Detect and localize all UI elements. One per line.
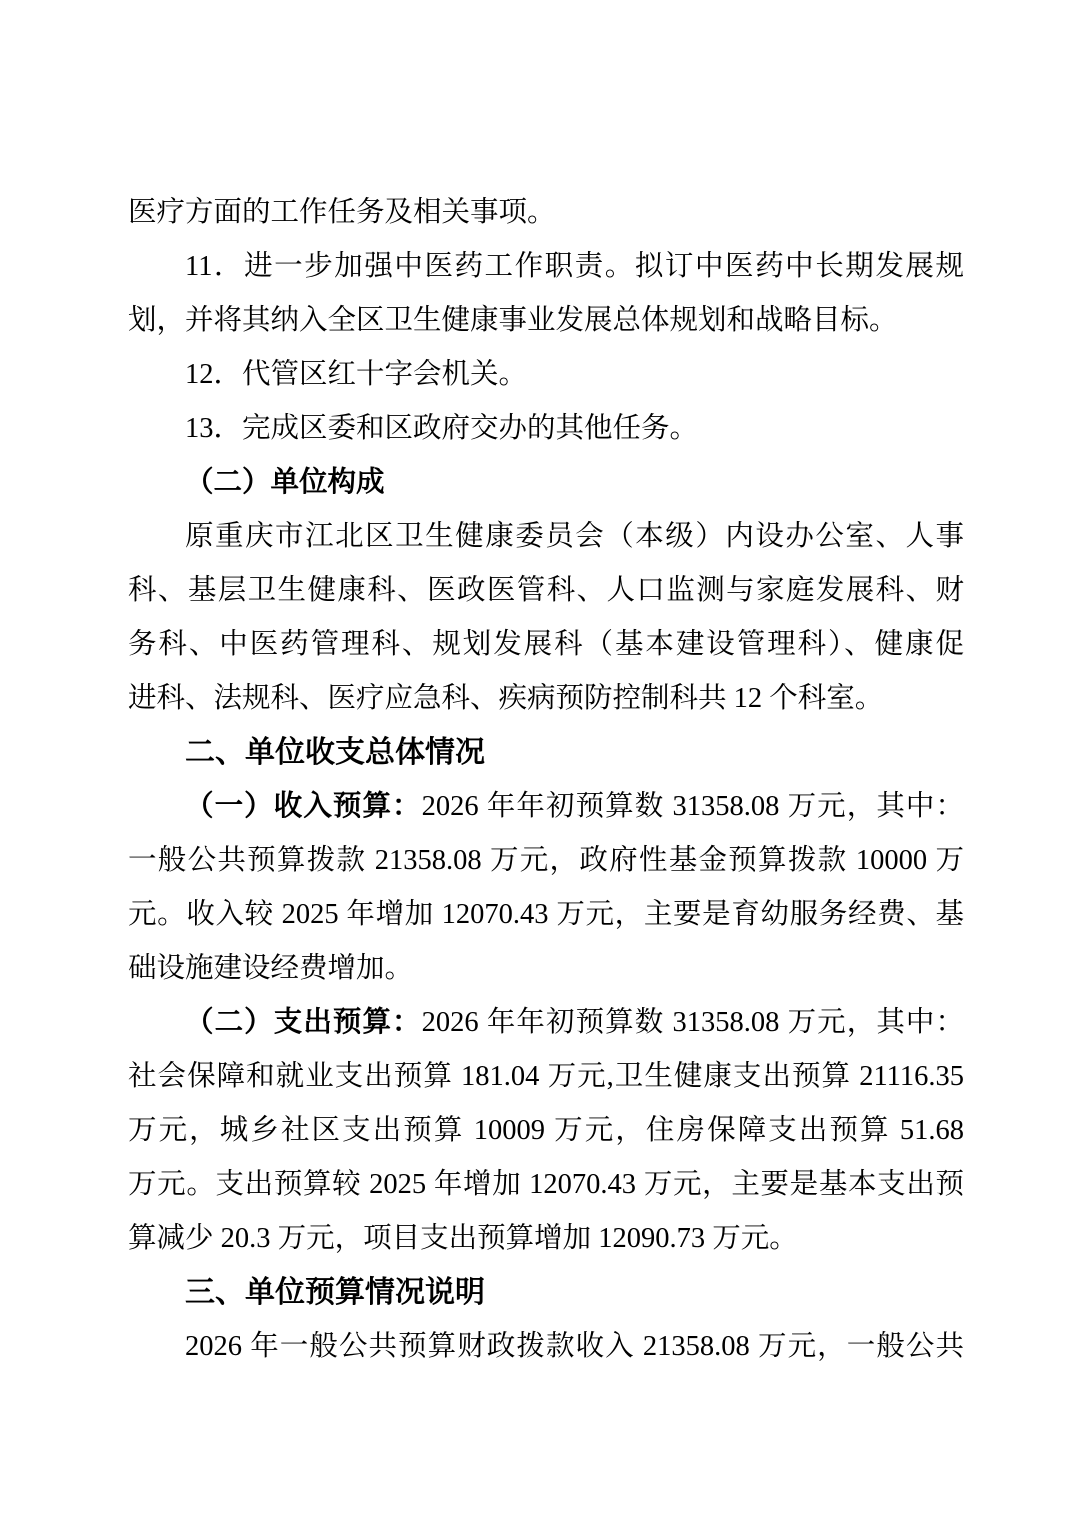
body-line: 万元。支出预算较 2025 年增加 12070.43 万元，主要是基本支出预 [128,1169,964,1200]
body-line: 医疗方面的工作任务及相关事项。 [128,197,556,228]
body-line: 务科、中医药管理科、规划发展科（基本建设管理科）、健康促 [128,629,964,660]
body-line: 万元，城乡社区支出预算 10009 万元，住房保障支出预算 51.68 [128,1115,964,1146]
subsection-lead: （一）收入预算： [185,791,422,822]
body-line: 一般公共预算拨款 21358.08 万元，政府性基金预算拨款 10000 万 [128,845,964,876]
subsection-lead-text: 2026 年年初预算数 31358.08 万元，其中： [421,791,964,822]
body-line: 原重庆市江北区卫生健康委员会（本级）内设办公室、人事 [185,521,964,552]
body-line: 科、基层卫生健康科、医政医管科、人口监测与家庭发展科、财 [128,575,964,606]
body-line [128,780,964,834]
list-item-line: 11．进一步加强中医药工作职责。拟订中医药中长期发展规 [185,251,964,282]
body-line [128,996,964,1050]
body-line: 算减少 20.3 万元，项目支出预算增加 12090.73 万元。 [128,1223,798,1254]
body-line: 进科、法规科、医疗应急科、疾病预防控制科共 12 个科室。 [128,683,884,714]
subsection-lead: （二）支出预算： [185,1007,422,1038]
section-heading: 三、单位预算情况说明 [185,1276,485,1309]
body-line: 社会保障和就业支出预算 181.04 万元,卫生健康支出预算 21116.35 [128,1061,964,1092]
subsection-heading: （二）单位构成 [185,467,385,498]
list-item-line: 13．完成区委和区政府交办的其他任务。 [185,413,699,444]
list-item-line: 12．代管区红十字会机关。 [185,359,528,390]
list-item-line: 划，并将其纳入全区卫生健康事业发展总体规划和战略目标。 [128,305,898,336]
body-line: 元。收入较 2025 年增加 12070.43 万元，主要是育幼服务经费、基 [128,899,964,930]
document-text-block [128,186,964,1374]
body-line: 础设施建设经费增加。 [128,953,414,984]
body-line: 2026 年一般公共预算财政拨款收入 21358.08 万元，一般公共 [185,1331,964,1362]
section-heading: 二、单位收支总体情况 [185,736,485,769]
subsection-lead-text: 2026 年年初预算数 31358.08 万元，其中： [421,1007,964,1038]
